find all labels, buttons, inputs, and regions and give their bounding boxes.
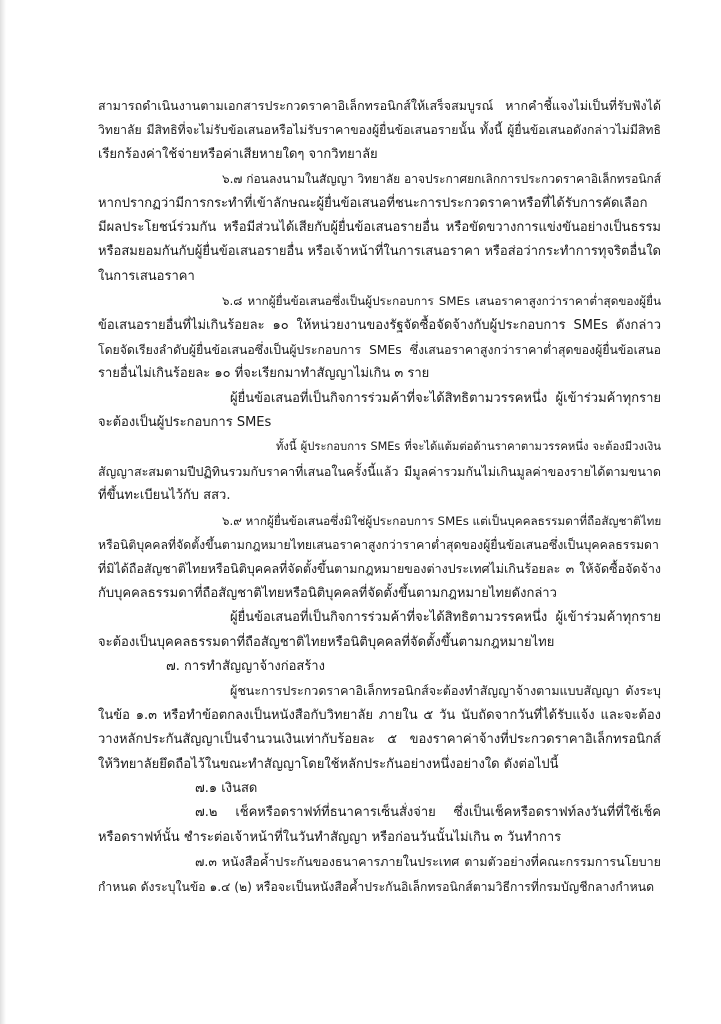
text-line: ๗.๓ หนังสือค้ำประกันของธนาคารภายในประเทศ ตามตัวอย่างที่คณะกรรมการนโยบาย: [195, 854, 661, 870]
text-line: หากปรากฏว่ามีการกระทำที่เข้าลักษณะผู้ยื่นข้อเสนอที่ชนะการประกวดราคาหรือที่ได้รับการคัดเลือก: [98, 195, 648, 211]
text-line: ผู้ยื่นข้อเสนอที่เป็นกิจการร่วมค้าที่จะได้สิทธิตามวรรคหนึ่ง ผู้เข้าร่วมค้าทุกราย: [230, 390, 661, 406]
text-line: ที่มิได้ถือสัญชาติไทยหรือนิติบุคคลที่จัดตั้งขึ้นตามกฎหมายของต่างประเทศไม่เกินร้อยละ ๓ ให้จัดซื้อจัดจ้าง: [98, 561, 661, 577]
text-line: ให้วิทยาลัยยึดถือไว้ในขณะทำสัญญาโดยใช้หลักประกันอย่างหนึ่งอย่างใด ดังต่อไปนี้: [98, 756, 559, 772]
text-line: มีผลประโยชน์ร่วมกัน หรือมีส่วนได้เสียกับผู้ยื่นข้อเสนอรายอื่น หรือขัดขวางการแข่งขันอย่างเป็นธรรม: [98, 219, 661, 235]
text-line: ผู้ยื่นข้อเสนอที่เป็นกิจการร่วมค้าที่จะได้สิทธิตามวรรคหนึ่ง ผู้เข้าร่วมค้าทุกราย: [230, 610, 661, 626]
text-line: ในการเสนอราคา: [98, 268, 195, 284]
text-line: ทั้งนี้ ผู้ประกอบการ SMEs ที่จะได้แต้มต่อด้านราคาตามวรรคหนึ่ง จะต้องมีวงเงิน: [276, 440, 661, 454]
text-line: สามารถดำเนินงานตามเอกสารประกวดราคาอิเล็กทรอนิกส์ให้เสร็จสมบูรณ์ หากคำชี้แจงไม่เป็นที่รับฟังได้: [98, 98, 661, 113]
text-line: ๗.๒ เช็คหรือดราฟท์ที่ธนาคารเซ็นสั่งจ่าย ซึ่งเป็นเช็คหรือดราฟท์ลงวันที่ที่ใช้เช็ค: [195, 805, 661, 821]
text-line: ในข้อ ๑.๓ หรือทำข้อตกลงเป็นหนังสือกับวิทยาลัย ภายใน ๕ วัน นับถัดจากวันที่ได้รับแจ้ง และจะต้อง: [98, 707, 661, 723]
text-line: วางหลักประกันสัญญาเป็นจำนวนเงินเท่ากับร้อยละ ๕ ของราคาค่าจ้างที่ประกวดราคาอิเล็กทรอนิกส์: [98, 732, 661, 748]
text-line: หรือสมยอมกันกับผู้ยื่นข้อเสนอรายอื่น หรือเจ้าหน้าที่ในการเสนอราคา หรือส่อว่ากระทำการทุจริตอื่นใด: [98, 244, 661, 260]
text-line: ๗.๑ เงินสด: [195, 780, 258, 796]
text-line: กับบุคคลธรรมดาที่ถือสัญชาติไทยหรือนิติบุคคลที่จัดตั้งขึ้นตามกฎหมายไทยดังกล่าว: [98, 585, 557, 601]
text-line: ที่ขึ้นทะเบียนไว้กับ สสว.: [98, 488, 231, 504]
text-line: ๖.๗ ก่อนลงนามในสัญญา วิทยาลัย อาจประกาศยกเลิกการประกวดราคาอิเล็กทรอนิกส์: [222, 172, 661, 187]
text-line: โดยจัดเรียงลำดับผู้ยื่นข้อเสนอซึ่งเป็นผู้ประกอบการ SMEs ซึ่งเสนอราคาสูงกว่าราคาต่ำสุดของผู้ยื่นข้อเสนอ: [98, 342, 661, 357]
text-line: รายอื่นไม่เกินร้อยละ ๑๐ ที่จะเรียกมาทำสัญญาไม่เกิน ๓ ราย: [98, 366, 430, 382]
text-line: หรือดราฟท์นั้น ชำระต่อเจ้าหน้าที่ในวันทำสัญญา หรือก่อนวันนั้นไม่เกิน ๓ วันทำการ: [98, 829, 562, 845]
text-line: กำหนด ดังระบุในข้อ ๑.๔ (๒) หรือจะเป็นหนังสือค้ำประกันอิเล็กทรอนิกส์ตามวิธีการที่กรมบัญชีกลางกำหนด: [98, 879, 655, 894]
text-line: ๖.๘ หากผู้ยื่นข้อเสนอซึ่งเป็นผู้ประกอบการ SMEs เสนอราคาสูงกว่าราคาต่ำสุดของผู้ยื่น: [222, 294, 661, 309]
text-line: หรือนิติบุคคลที่จัดตั้งขึ้นตามกฎหมายไทยเสนอราคาสูงกว่าราคาต่ำสุดของผู้ยื่นข้อเสนอซึ่งเป็นบุคคลธรรมดา: [98, 538, 659, 553]
text-line: จะต้องเป็นผู้ประกอบการ SMEs: [98, 415, 272, 431]
text-line: เรียกร้องค่าใช้จ่ายหรือค่าเสียหายใดๆ จากวิทยาลัย: [98, 146, 378, 162]
text-line: ข้อเสนอรายอื่นที่ไม่เกินร้อยละ ๑๐ ให้หน่วยงานของรัฐจัดซื้อจัดจ้างกับผู้ประกอบการ SMEs ดังกล่าว: [98, 317, 661, 333]
section-heading: ๗. การทำสัญญาจ้างก่อสร้าง: [166, 658, 325, 674]
text-line: ผู้ชนะการประกวดราคาอิเล็กทรอนิกส์จะต้องทำสัญญาจ้างตามแบบสัญญา ดังระบุ: [230, 683, 661, 699]
text-line: ๖.๙ หากผู้ยื่นข้อเสนอซึ่งมิใช่ผู้ประกอบการ SMEs แต่เป็นบุคคลธรรมดาที่ถือสัญชาติไทย: [222, 513, 661, 528]
text-line: วิทยาลัย มีสิทธิที่จะไม่รับข้อเสนอหรือไม่รับราคาของผู้ยื่นข้อเสนอรายนั้น ทั้งนี้ ผู้ยื่นข้อเสนอดังกล่าวไม่มีสิทธิ: [98, 123, 661, 138]
text-line: สัญญาสะสมตามปีปฏิทินรวมกับราคาที่เสนอในครั้งนี้แล้ว มีมูลค่ารวมกันไม่เกินมูลค่าของรายได้ตามขนาด: [98, 463, 661, 479]
text-line: จะต้องเป็นบุคคลธรรมดาที่ถือสัญชาติไทยหรือนิติบุคคลที่จัดตั้งขึ้นตามกฎหมายไทย: [98, 634, 555, 650]
